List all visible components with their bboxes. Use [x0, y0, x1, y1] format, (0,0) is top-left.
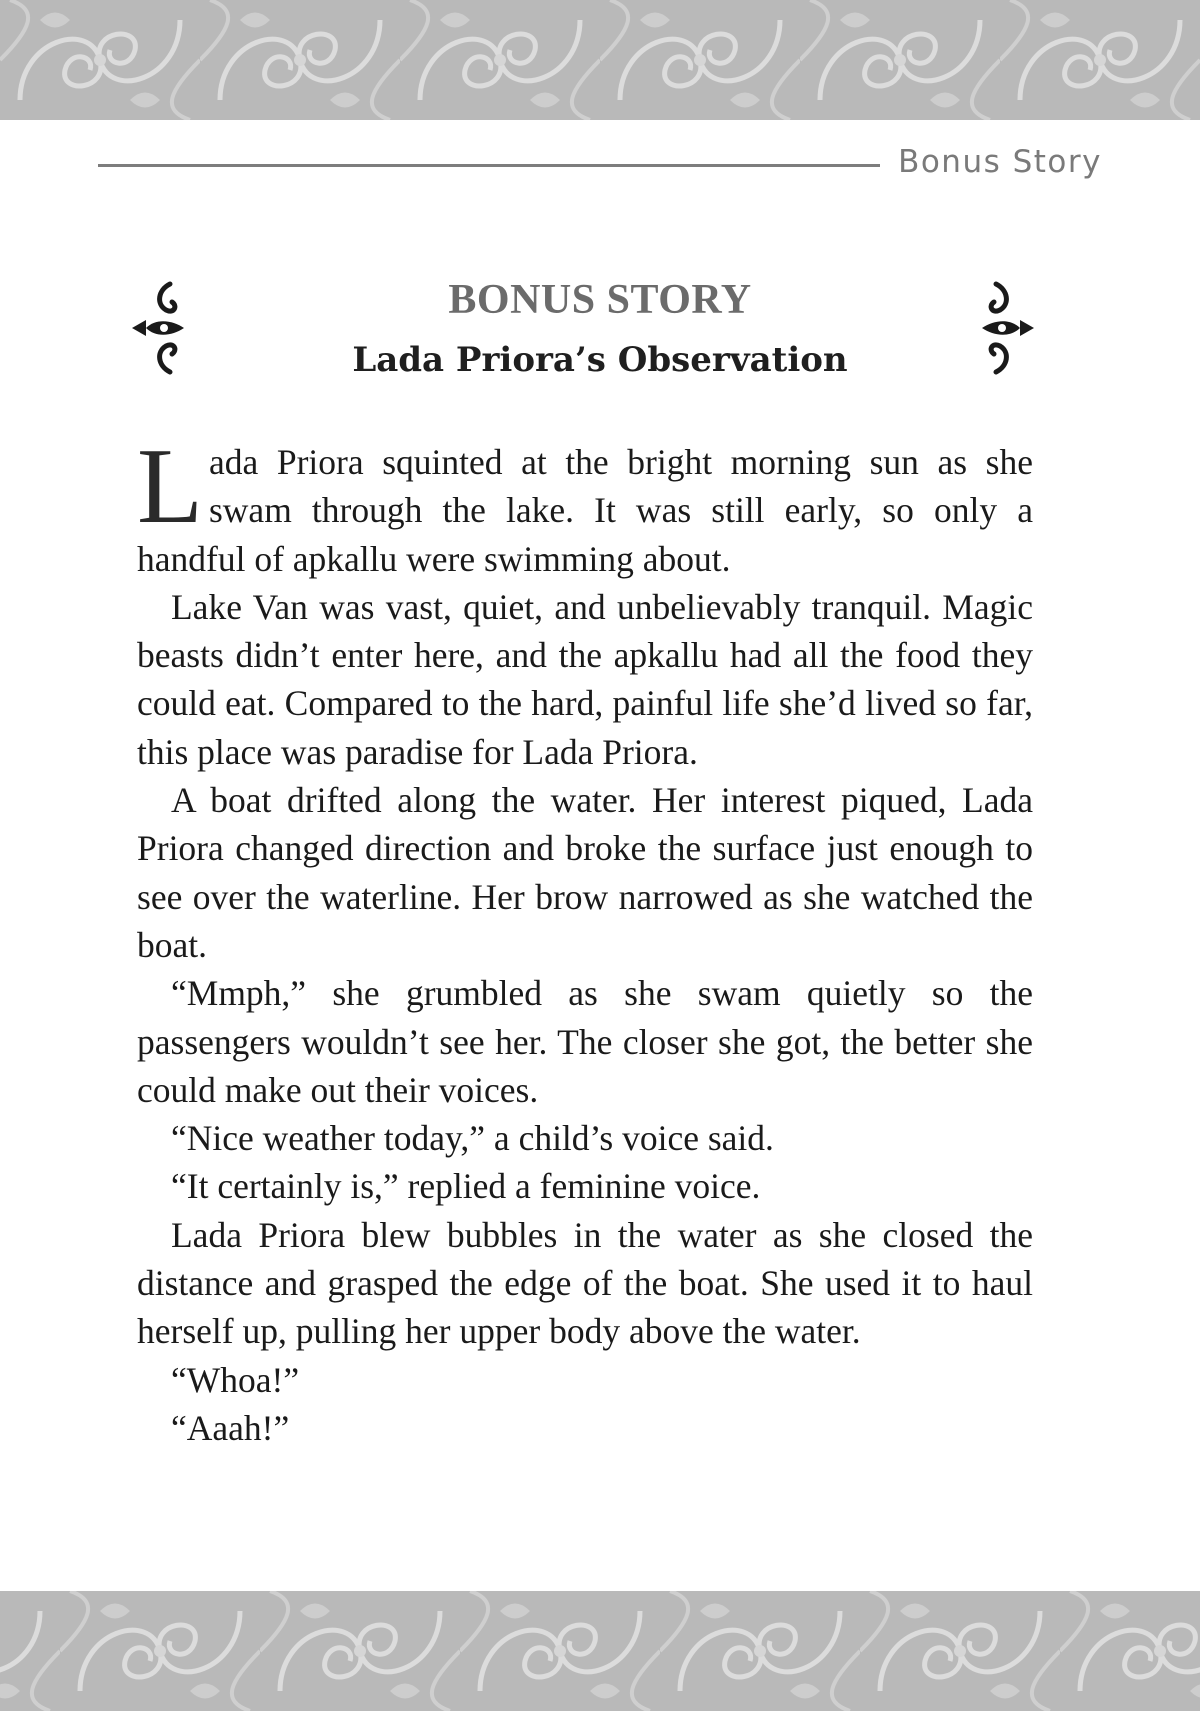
paragraph: A boat drifted along the water. Her interest piqued, Lada Priora changed direction and broke the surface just enough to see over the waterline. Her brow narrowed as she watched the boat. — [137, 780, 1033, 965]
drop-cap: L — [137, 427, 203, 546]
paragraph: “Whoa!” — [171, 1359, 300, 1400]
paragraph — [137, 427, 1033, 583]
scroll-ornament-icon — [978, 280, 1038, 376]
paragraph: “Aaah!” — [171, 1407, 290, 1448]
chapter-subtitle: Lada Priora’s Observation — [352, 340, 848, 380]
chapter-title: BONUS STORY — [448, 277, 752, 323]
running-head: Bonus Story — [898, 144, 1102, 180]
damask-pattern-icon — [0, 1591, 1200, 1711]
paragraph: “Nice weather today,” a child’s voice said. — [171, 1118, 774, 1159]
story-body — [137, 427, 1033, 1452]
paragraph: Lake Van was vast, quiet, and unbelievably tranquil. Magic beasts didn’t enter here, and the apkallu had all the food they could eat. Compared to the hard, painful life she’d lived so far, this place was paradise for Lada Priora. — [137, 586, 1033, 772]
top-decorative-band — [0, 0, 1200, 120]
bottom-decorative-band — [0, 1591, 1200, 1711]
paragraph: “Mmph,” she grumbled as she swam quietly so the passengers wouldn’t see her. The closer she got, the better she could make out their voices. — [137, 973, 1033, 1110]
header-rule — [98, 164, 880, 167]
paragraph: “It certainly is,” replied a feminine voice. — [171, 1166, 761, 1207]
paragraph-text: ada Priora squinted at the bright morning sun as she swam through the lake. It was still early, so only a handful of apkallu were swimming about. — [137, 442, 1033, 579]
damask-pattern-icon — [0, 0, 1200, 120]
paragraph: Lada Priora blew bubbles in the water as she closed the distance and grasped the edge of the boat. She used it to haul herself up, pulling her upper body above the water. — [137, 1214, 1033, 1352]
